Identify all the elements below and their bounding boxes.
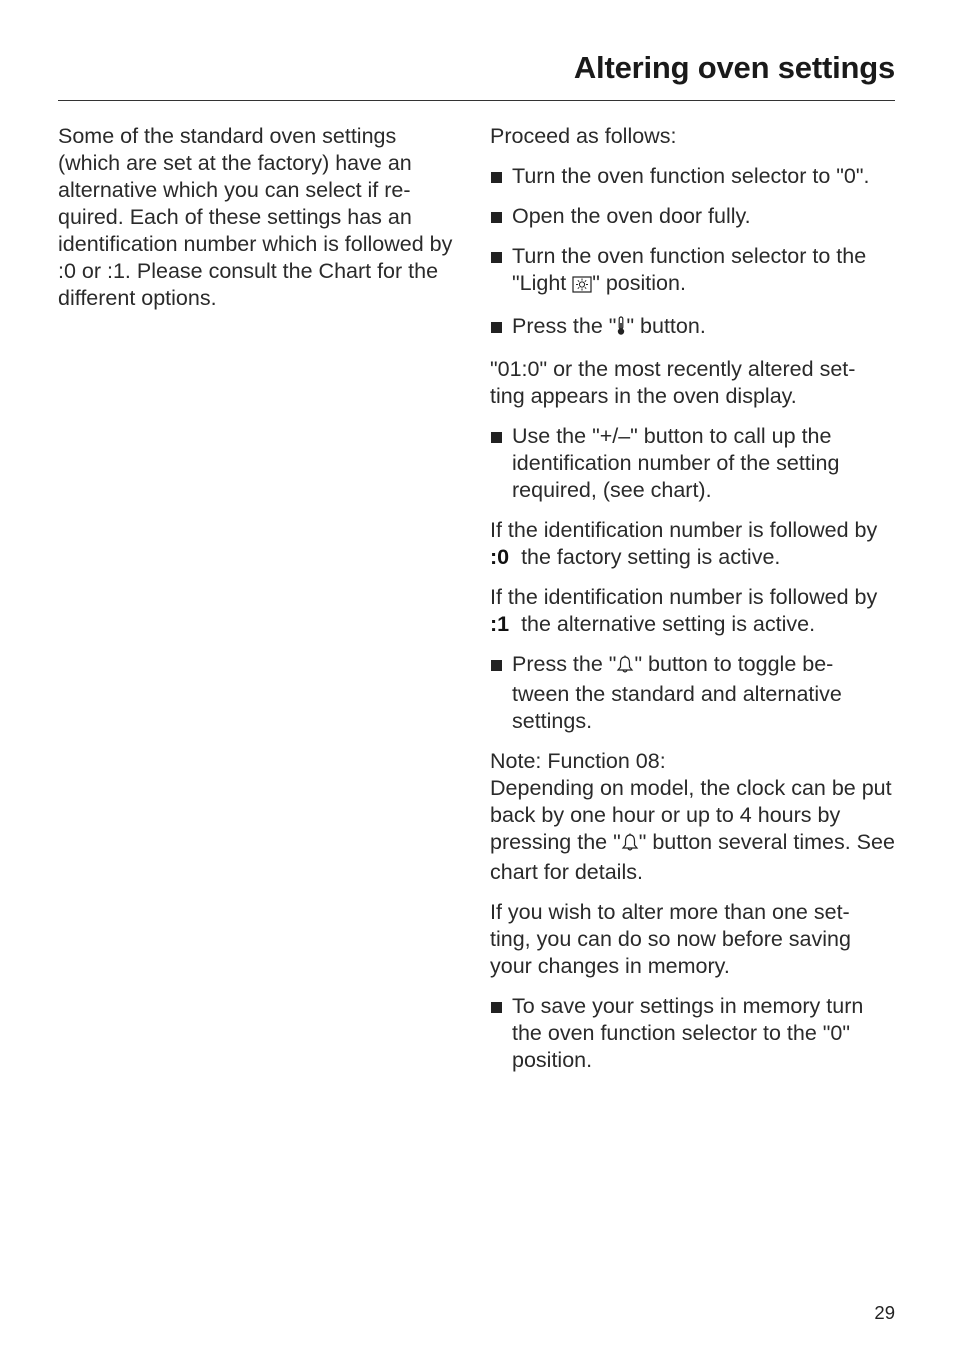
page-title: Altering oven settings [573,50,895,85]
bullet-square-icon [490,243,512,300]
bullet-square-icon [490,993,512,1074]
step-item [490,243,895,300]
alternative-setting-text: If the identification number is followed by :1 the alternative setting is active. [490,585,878,636]
bell-icon [621,832,639,859]
display-note: "01:0" or the most recently altered set- ting appears in the oven display. [490,357,856,408]
factory-setting-text: If the identification number is followed by :0 the factory setting is active. [490,518,878,569]
step-item [490,313,895,343]
note-title: Note: Function 08: [490,749,666,773]
step-text: Press the " " button. [512,313,895,343]
light-symbol-icon [572,273,592,300]
function-note: Note: Function 08: Depending on model, the clock can be put back by one hour or up to 4 hours by pressing the " " button several times. See chart for details. [490,749,895,884]
bell-icon [616,654,634,681]
bullet-square-icon [490,313,512,343]
step-item [490,651,895,735]
right-column [490,123,895,1087]
title-rule [58,100,895,101]
step-text: Use the "+/–" button to call up the identification number of the setting required, (see chart). [512,424,840,502]
thermometer-icon [616,316,626,343]
proceed-text: Proceed as follows: [490,124,677,148]
bullet-square-icon [490,163,512,190]
step-item [490,163,895,190]
bullet-square-icon [490,423,512,504]
step-text: Turn the oven function selector to the "Light " position. [512,243,895,300]
step-text: Open the oven door fully. [512,204,751,228]
step-item [490,993,895,1074]
multiple-settings-text: If you wish to alter more than one set- ting, you can do so now before saving your changes in memory. [490,900,851,978]
step-text: Turn the oven function selector to "0". [512,164,870,188]
step-item [490,423,895,504]
step-text: To save your settings in memory turn the oven function selector to the "0" position. [512,994,864,1072]
left-column [58,123,463,325]
bullet-square-icon [490,651,512,735]
step-text: Press the " " button to toggle be- tween the standard and alternative settings. [512,652,842,733]
bullet-square-icon [490,203,512,230]
step-item [490,203,895,230]
page-number: 29 [874,1302,895,1323]
intro-paragraph: Some of the standard oven settings (which are set at the factory) have an alternative which you can select if re- quired. Each of these settings has an identification number which is followed by :0 or :1. Please consult the Chart for the different options. [58,124,453,310]
